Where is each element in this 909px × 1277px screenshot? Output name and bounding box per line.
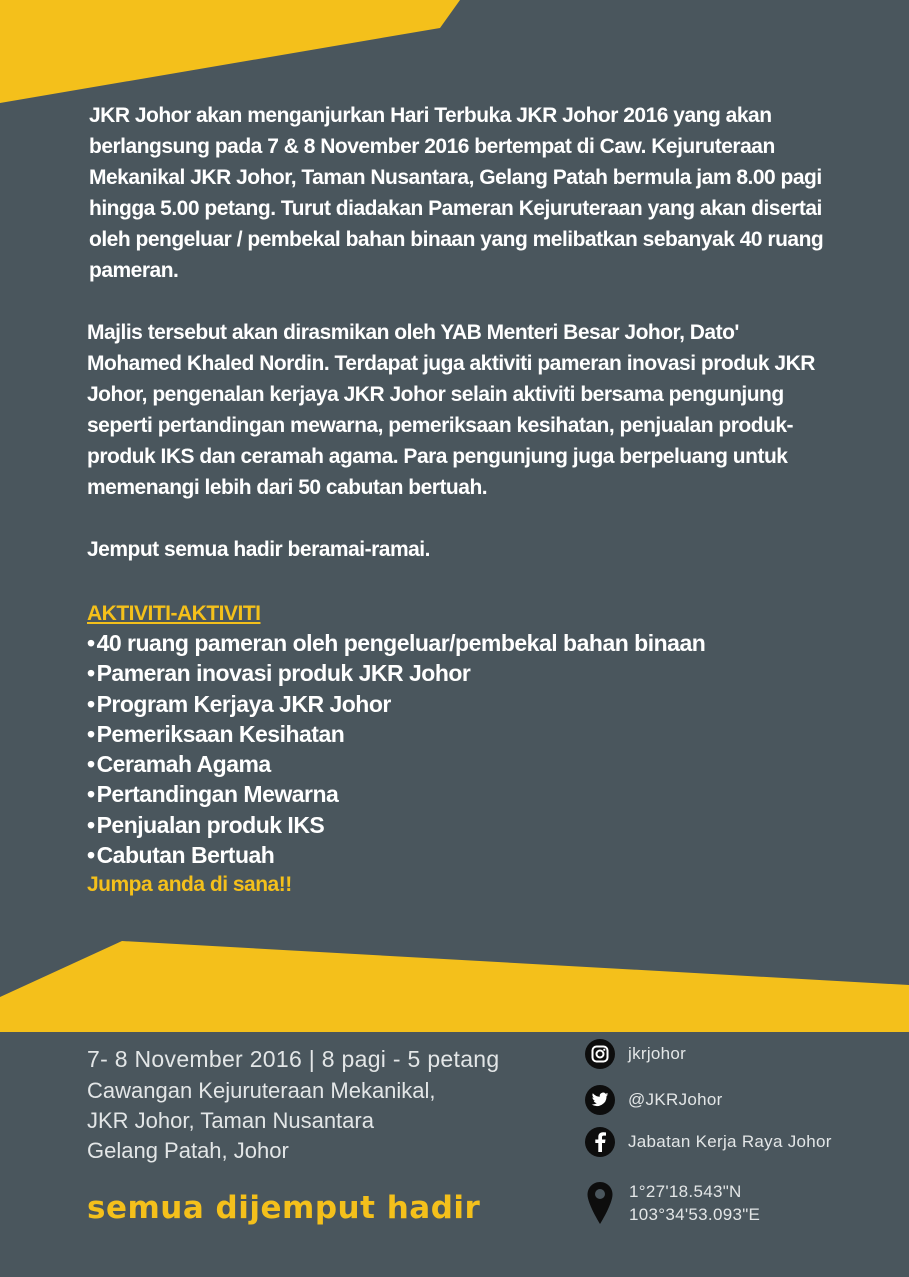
invite-slogan: semua dijemput hadir (87, 1190, 481, 1226)
top-yellow-banner (0, 0, 909, 110)
activity-label: Pertandingan Mewarna (96, 781, 339, 808)
list-item (87, 719, 827, 749)
bullet-glyph: • (87, 720, 95, 747)
activity-label: Program Kerjaya JKR Johor (96, 690, 391, 717)
intro-paragraph: JKR Johor akan menganjurkan Hari Terbuka JKR Johor 2016 yang akan berlangsung pada 7 & 8 November 2016 bertempat di Caw. Kejuruteraan Mekanikal JKR Johor, Taman Nusantara, Gelang Patah bermula jam 8.00 pagi hingga 5.00 petang. Turut diadakan Pameran Kejuruteraan yang akan disertai oleh pengeluar / pembekal bahan binaan yang melibatkan sebanyak 40 ruang pameran. (89, 104, 824, 282)
address-line: JKR Johor, Taman Nusantara (87, 1108, 374, 1133)
twitter-link[interactable] (585, 1085, 723, 1115)
facebook-link[interactable] (585, 1127, 832, 1157)
details-paragraph: Majlis tersebut akan dirasmikan oleh YAB Menteri Besar Johor, Dato' Mohamed Khaled Nordin. Terdapat juga aktiviti pameran inovasi produk JKR Johor, pengenalan kerjaya JKR Johor selain aktiviti bersama pengunjung seperti pertandingan mewarna, pemeriksaan kesihatan, penjualan produk-produk IKS dan ceramah agama. Para pengunjung juga berpeluang untuk memenangi lebih dari 50 cabutan bertuah. (87, 321, 815, 499)
activity-label: Cabutan Bertuah (96, 842, 275, 869)
list-item (87, 658, 827, 688)
address-line: Cawangan Kejuruteraan Mekanikal, (87, 1078, 436, 1103)
bullet-glyph: • (87, 751, 95, 778)
bullet-glyph: • (87, 660, 95, 687)
bullet-glyph: • (87, 781, 95, 808)
instagram-link[interactable] (585, 1039, 686, 1069)
activity-label: Pemeriksaan Kesihatan (96, 720, 345, 747)
instagram-handle: jkrjohor (628, 1044, 687, 1063)
list-item (87, 840, 827, 870)
activity-label: 40 ruang pameran oleh pengeluar/pembekal bahan binaan (96, 630, 706, 656)
twitter-handle: @JKRJohor (628, 1090, 723, 1109)
bullet-glyph: • (87, 690, 95, 717)
activity-label: Pameran inovasi produk JKR Johor (96, 660, 471, 687)
event-info (87, 1042, 499, 1166)
list-item (87, 749, 827, 779)
activity-label: Penjualan produk IKS (96, 811, 325, 838)
bullet-glyph: • (87, 811, 95, 838)
twitter-icon (585, 1085, 615, 1115)
instagram-icon (585, 1039, 615, 1069)
main-content (87, 100, 827, 900)
list-item (87, 779, 827, 809)
address-line: Gelang Patah, Johor (87, 1138, 289, 1163)
facebook-page: Jabatan Kerja Raya Johor (628, 1132, 832, 1151)
gps-coordinates (629, 1180, 760, 1226)
longitude: 103°34'53.093"E (629, 1205, 761, 1224)
bullet-glyph: • (87, 630, 95, 656)
list-item (87, 628, 827, 658)
location-info (585, 1180, 760, 1226)
facebook-icon (585, 1127, 615, 1157)
list-item (87, 689, 827, 719)
map-pin-icon (585, 1181, 615, 1225)
latitude: 1°27'18.543"N (629, 1182, 742, 1201)
closing-line: Jumpa anda di sana!! (87, 873, 292, 897)
list-item (87, 810, 827, 840)
activities-list (87, 628, 827, 870)
activities-heading: AKTIVITI-AKTIVITI (87, 602, 261, 625)
invitation-text: Jemput semua hadir beramai-ramai. (87, 538, 430, 561)
yellow-divider-band (0, 935, 909, 1035)
activity-label: Ceramah Agama (96, 751, 271, 778)
bullet-glyph: • (87, 842, 95, 869)
date-time: 7- 8 November 2016 | 8 pagi - 5 petang (87, 1046, 500, 1072)
